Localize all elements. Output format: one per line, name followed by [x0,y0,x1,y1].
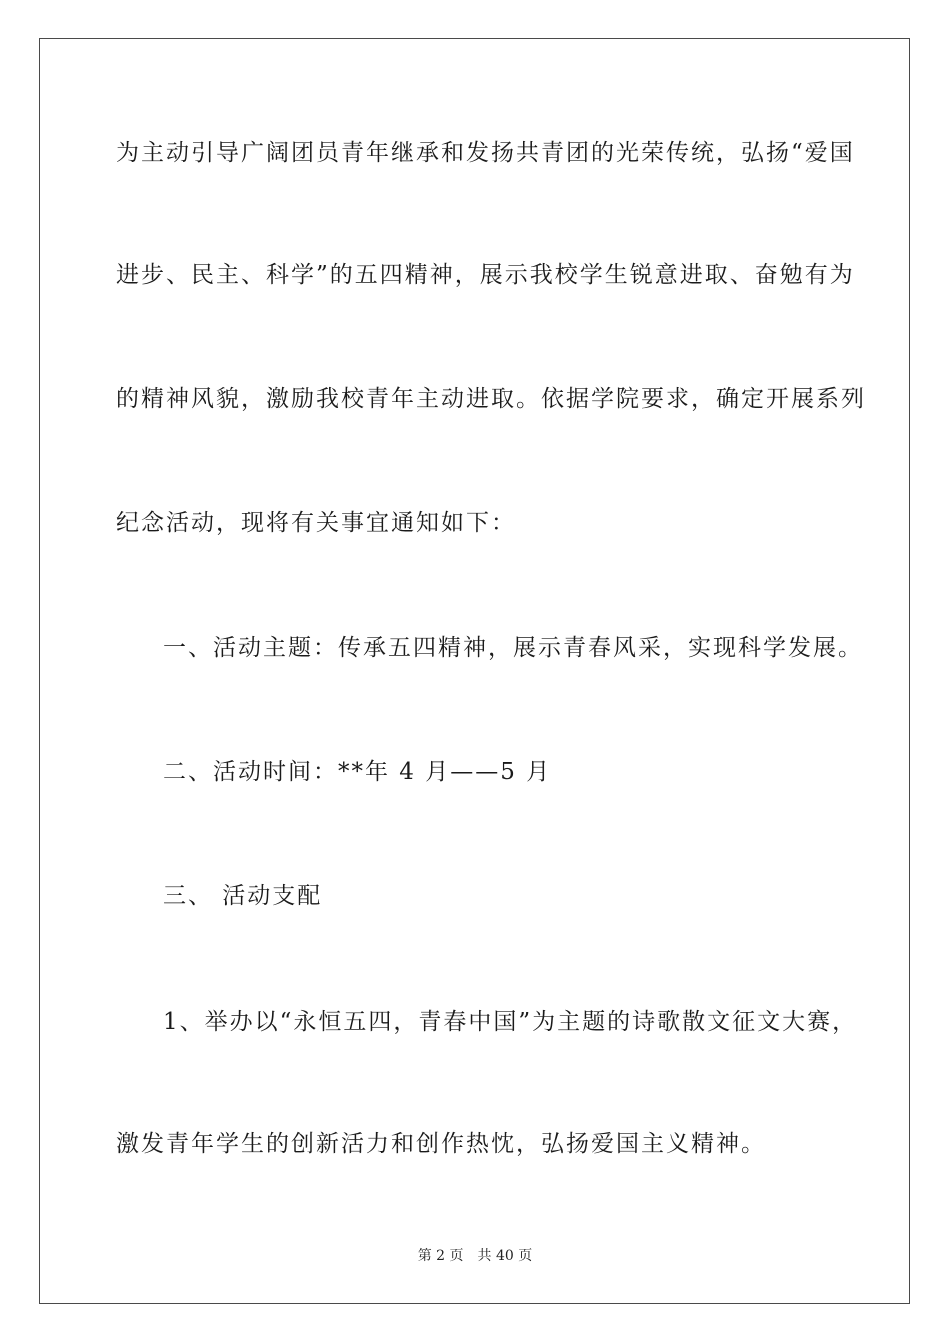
paragraph-line-1: 为主动引导广阔团员青年继承和发扬共青团的光荣传统，弘扬“爱国 [116,140,855,166]
section-arrangement: 三、 活动支配 [163,883,323,909]
paragraph-line-3: 的精神风貌，激励我校青年主动进取。依据学院要求，确定开展系列 [116,386,866,412]
paragraph-line-2: 进步、民主、科学”的五四精神，展示我校学生锐意进取、奋勉有为 [116,262,855,288]
page-border [39,38,910,1304]
page-total: 共 40 页 [477,1248,533,1264]
item-1-line-2: 激发青年学生的创新活力和创作热忱，弘扬爱国主义精神。 [116,1131,766,1157]
section-theme: 一、活动主题：传承五四精神，展示青春风采，实现科学发展。 [163,635,863,661]
page-footer [0,1247,950,1265]
item-1-line-1: 1、举办以“永恒五四，青春中国”为主题的诗歌散文征文大赛， [163,1009,858,1035]
page-number: 第 2 页 [417,1248,464,1264]
section-time: 二、活动时间：**年 4 月——5 月 [163,759,552,785]
paragraph-line-4: 纪念活动，现将有关事宜通知如下： [116,510,516,536]
